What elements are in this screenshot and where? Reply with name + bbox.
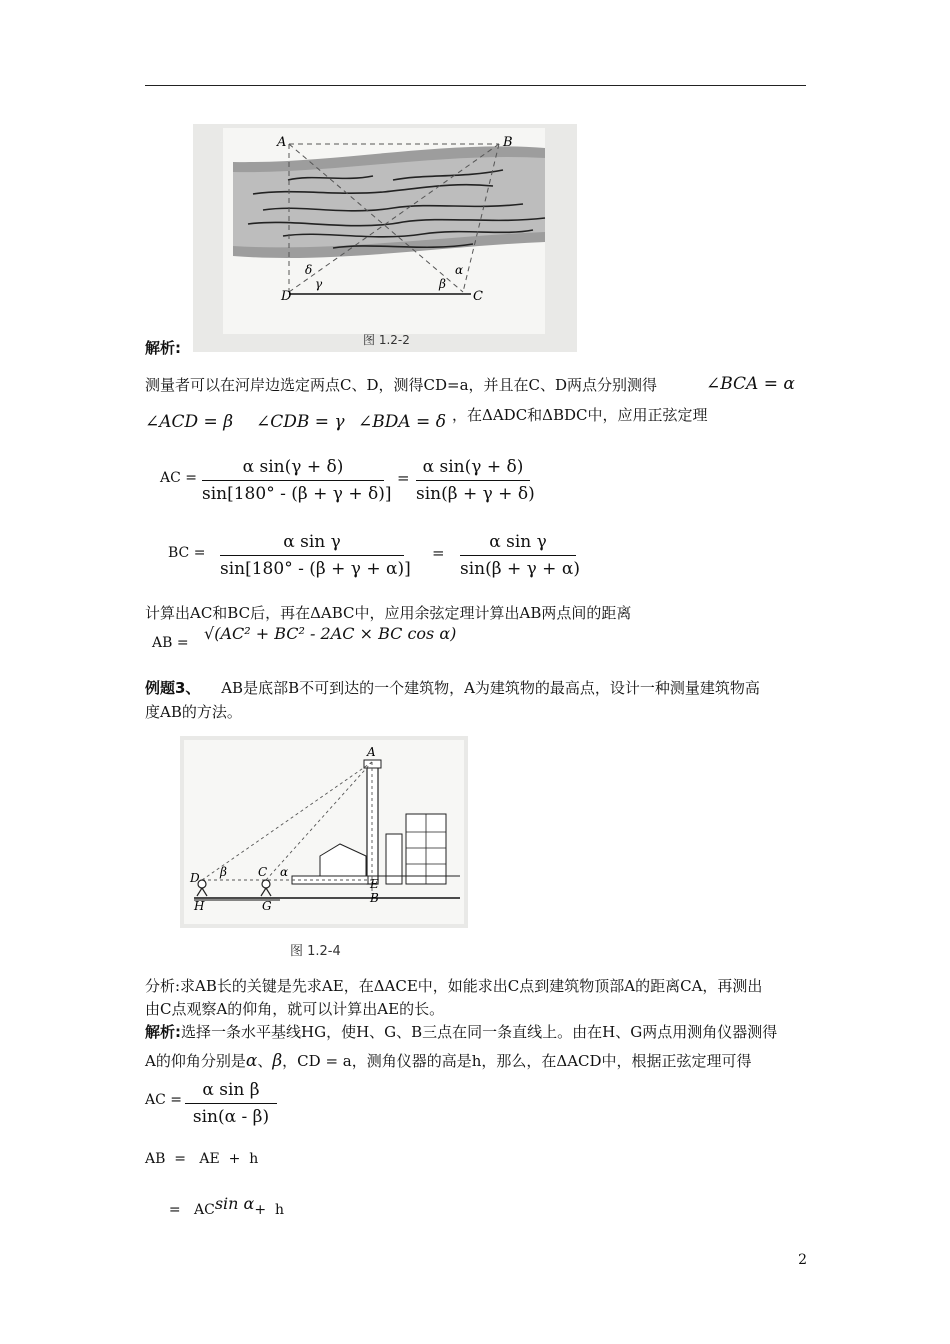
- bc-numerator: α sin γ: [283, 532, 341, 552]
- angle-bca: ∠BCA = α: [706, 374, 795, 394]
- analysis-line1: 分析:求AB长的关键是先求AE，在ΔACE中，如能求出C点到建筑物顶部A的距离CA，再测出: [145, 977, 763, 995]
- section1-line2: ，在ΔADC和ΔBDC中，应用正弦定理: [452, 406, 708, 424]
- label-g2: G: [262, 899, 272, 913]
- label-beta: β: [439, 277, 446, 291]
- ab-label: AB =: [152, 635, 189, 651]
- page-number: 2: [798, 1252, 807, 1268]
- label-b2: B: [370, 891, 379, 905]
- label-a2: A: [367, 745, 376, 759]
- label-beta2: β: [220, 865, 227, 879]
- section1-line3: 计算出AC和BC后，再在ΔABC中，应用余弦定理计算出AB两点间的距离: [145, 604, 632, 622]
- line4-beta: β: [272, 1051, 283, 1071]
- ac2-label: AC =: [145, 1092, 183, 1108]
- analysis-line4: [145, 1050, 752, 1073]
- label-d2: D: [190, 871, 200, 885]
- analysis-line2: 由C点观察A的仰角，就可以计算出AE的长。: [145, 1000, 445, 1018]
- ac-numerator: α sin(γ + δ): [242, 457, 344, 477]
- angle-bda: ∠BDA = δ: [358, 412, 446, 432]
- figure1-caption: 图 1.2-2: [363, 333, 410, 347]
- line4-alpha: α: [245, 1051, 258, 1071]
- figure-building: [180, 736, 468, 928]
- analysis-line3: 选择一条水平基线HG，使H、G、B三点在同一条直线上。由在H、G两点用测角仪器测得: [181, 1023, 778, 1041]
- ac2-fraction: [185, 1080, 277, 1127]
- tower: [367, 764, 378, 884]
- line4-text-a: A的仰角分别是: [145, 1052, 246, 1070]
- bc-fraction-2: [460, 532, 580, 579]
- ac2-numerator: α sin β: [202, 1080, 260, 1100]
- header-rule: [145, 85, 806, 86]
- label-e2: E: [370, 877, 379, 891]
- analysis-heading: 解析:: [145, 1023, 181, 1041]
- label-gamma: γ: [315, 277, 323, 291]
- figure-river: [193, 124, 577, 352]
- ab2-line2-sin: sin α: [214, 1194, 255, 1213]
- section1-heading: 解析:: [145, 339, 181, 357]
- angle-cdb: ∠CDB = γ: [256, 412, 345, 432]
- ab2-line2: [160, 1174, 284, 1222]
- bc-label: BC =: [168, 545, 206, 561]
- label-alpha2: α: [280, 865, 289, 879]
- building-diagram: [180, 736, 468, 928]
- bc-denominator: sin[180° - (β + γ + α)]: [220, 559, 411, 579]
- label-d: D: [281, 289, 292, 304]
- label-alpha: α: [455, 263, 464, 277]
- ac-fraction-2: [416, 457, 535, 504]
- ac2-denominator: sin(α - β): [192, 1107, 270, 1127]
- ab2-line2-a: = AC: [168, 1202, 215, 1218]
- river-diagram: [193, 124, 577, 352]
- example3-line1: [145, 677, 760, 700]
- bc-denominator-2: sin(β + γ + α): [460, 559, 580, 579]
- example3-text1: AB是底部B不可到达的一个建筑物，A为建筑物的最高点，设计一种测量建筑物高: [221, 679, 760, 697]
- ab2-line1: AB = AE + h: [145, 1151, 259, 1167]
- figure2-caption: 图 1.2-4: [290, 944, 341, 959]
- ab-formula: √(AC² + BC² - 2AC × BC cos α): [204, 624, 457, 643]
- label-a: A: [277, 135, 287, 150]
- label-delta: δ: [305, 263, 313, 277]
- ac-label: AC =: [160, 470, 198, 486]
- example3-text2: 度AB的方法。: [145, 703, 242, 721]
- ac-denominator: sin[180° - (β + γ + δ)]: [202, 484, 392, 504]
- label-c: C: [473, 289, 483, 304]
- ab2-line2-c: + h: [254, 1202, 284, 1218]
- line4-sep: 、: [257, 1052, 273, 1070]
- section1-line1: 测量者可以在河岸边选定两点C、D，测得CD=a，并且在C、D两点分别测得: [145, 376, 658, 394]
- ac-equals: =: [397, 469, 410, 487]
- ac-numerator-2: α sin(γ + δ): [422, 457, 524, 477]
- example3-heading: 例题3、: [145, 679, 201, 697]
- analysis-line3-row: [145, 1021, 777, 1044]
- bc-equals: =: [432, 544, 445, 562]
- angle-acd: ∠ACD = β: [145, 412, 234, 432]
- line4-text-b: ，CD = a，测角仪器的高是h，那么，在ΔACD中，根据正弦定理可得: [282, 1052, 752, 1070]
- label-h2: H: [194, 899, 205, 913]
- bc-numerator-2: α sin γ: [489, 532, 547, 552]
- label-c2: C: [258, 865, 268, 879]
- bc-fraction: [220, 532, 411, 579]
- ac-fraction: [202, 457, 392, 504]
- ac-denominator-2: sin(β + γ + δ): [416, 484, 535, 504]
- label-b: B: [503, 135, 513, 150]
